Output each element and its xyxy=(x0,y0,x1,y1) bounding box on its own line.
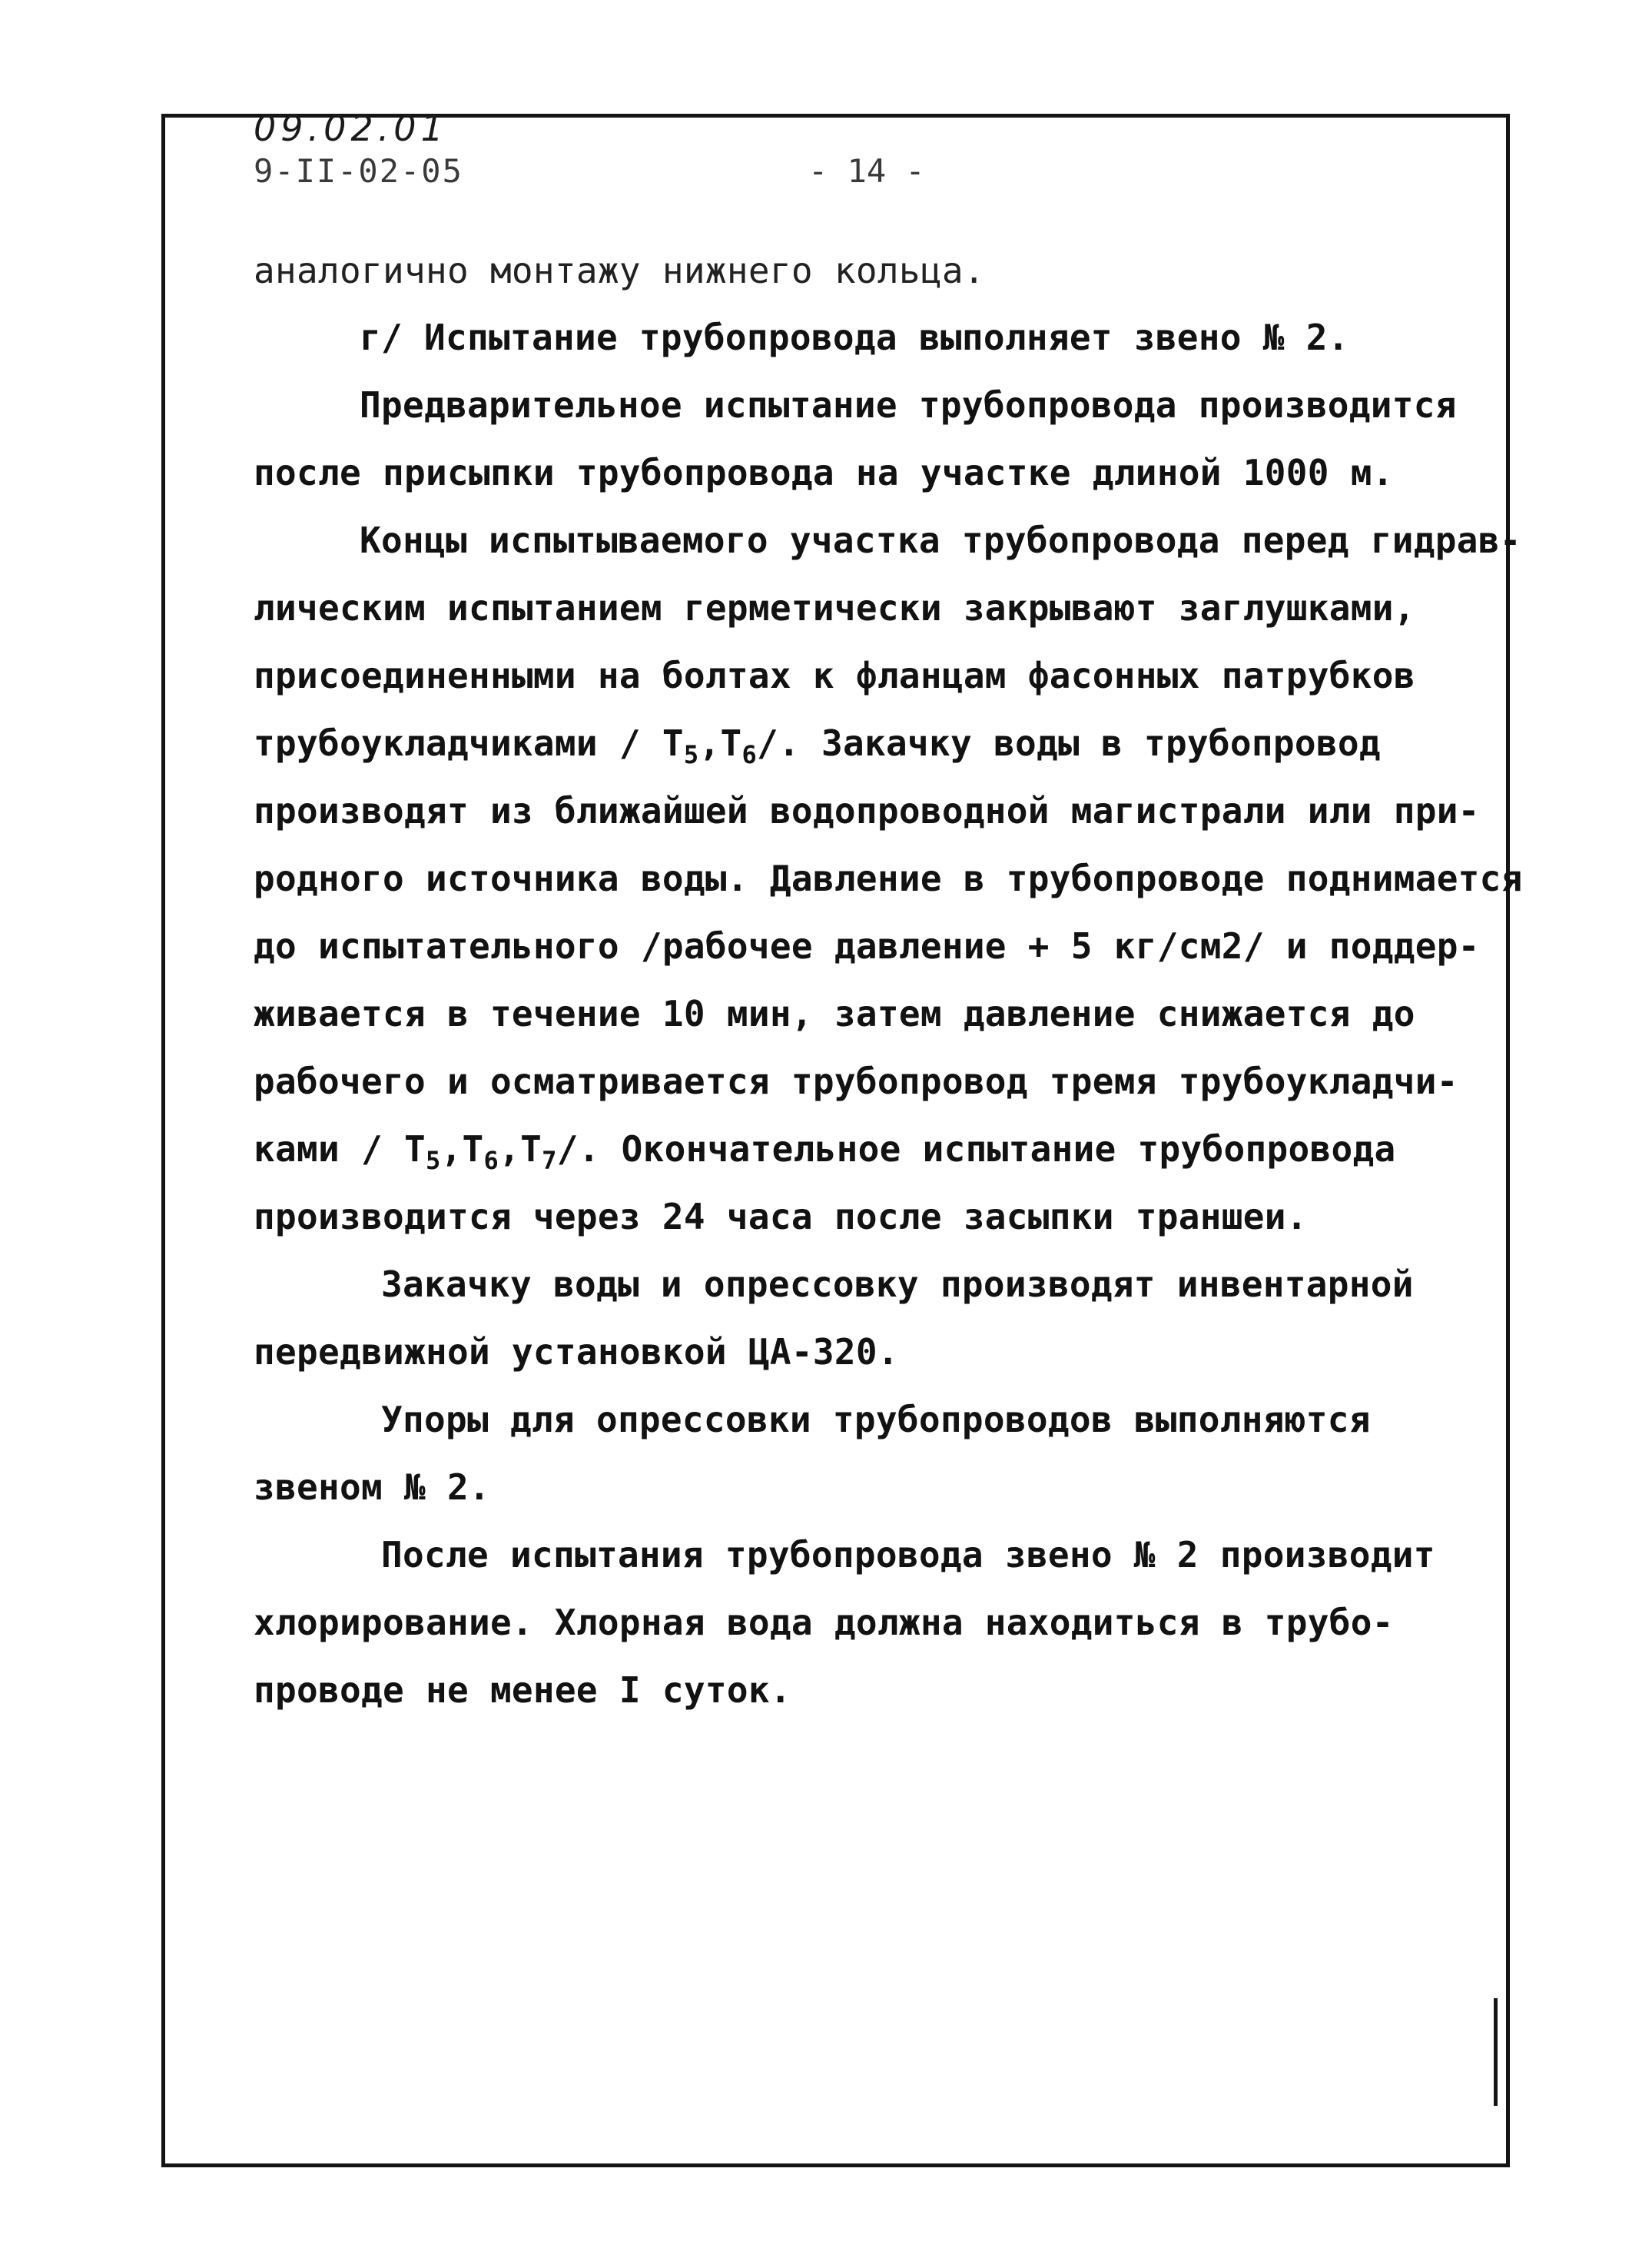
document-code: 9-II-02-05 xyxy=(254,152,463,190)
text-line: проводе не менее I суток. xyxy=(254,1669,791,1711)
text-line: до испытательного /рабочее давление + 5 кг/см2/ и поддер- xyxy=(254,925,1480,967)
text-line: лическим испытанием герметически закрывают заглушками, xyxy=(254,587,1415,629)
text-line: передвижной установкой ЦА-320. xyxy=(254,1331,899,1373)
document-code-handwritten: 09.02.01 xyxy=(254,108,448,149)
text-line: Концы испытываемого участка трубопровода перед гидрав- xyxy=(360,520,1521,561)
text-line: г/ Испытание трубопровода выполняет звено № 2. xyxy=(360,317,1349,358)
text-line: хлорирование. Хлорная вода должна находиться в трубо- xyxy=(254,1602,1394,1643)
text-line: производится через 24 часа после засыпки траншеи. xyxy=(254,1196,1308,1237)
text-line xyxy=(254,1128,1396,1175)
subscript: 7 xyxy=(542,1146,557,1175)
text-fragment: ,Т xyxy=(499,1128,542,1170)
text-fragment: трубоукладчиками / Т xyxy=(254,722,684,764)
subscript: 5 xyxy=(425,1146,441,1175)
text-line: родного источника воды. Давление в трубопроводе поднимается xyxy=(254,858,1523,899)
text-fragment: ,Т xyxy=(698,722,742,764)
frame-margin-mark xyxy=(1494,1998,1498,2106)
text-line: звеном № 2. xyxy=(254,1466,490,1508)
text-line: присоединенными на болтах к фланцам фасонных патрубков xyxy=(254,655,1415,696)
text-line: Закачку воды и опрессовку производят инвентарной xyxy=(381,1263,1414,1305)
text-fragment: /. Окончательное испытание трубопровода xyxy=(556,1128,1396,1170)
text-line: После испытания трубопровода звено № 2 производит xyxy=(381,1534,1435,1576)
text-fragment: /. Закачку воды в трубопровод xyxy=(757,722,1381,764)
text-line: аналогично монтажу нижнего кольца. xyxy=(254,250,985,291)
text-line xyxy=(254,722,1381,769)
text-line: Упоры для опрессовки трубопроводов выполняются xyxy=(381,1399,1371,1440)
subscript: 6 xyxy=(483,1146,499,1175)
text-line: Предварительное испытание трубопровода производится xyxy=(360,384,1457,426)
text-fragment: ками / Т xyxy=(254,1128,426,1170)
text-fragment: ,Т xyxy=(440,1128,484,1170)
text-line: рабочего и осматривается трубопровод тремя трубоукладчи- xyxy=(254,1061,1458,1102)
text-line: после присыпки трубопровода на участке длиной 1000 м. xyxy=(254,452,1394,493)
subscript: 6 xyxy=(741,740,758,769)
subscript: 5 xyxy=(683,740,699,769)
page-number: - 14 - xyxy=(808,152,925,190)
text-line: производят из ближайшей водопроводной магистрали или при- xyxy=(254,790,1480,832)
text-line: живается в течение 10 мин, затем давление снижается до xyxy=(254,993,1415,1034)
